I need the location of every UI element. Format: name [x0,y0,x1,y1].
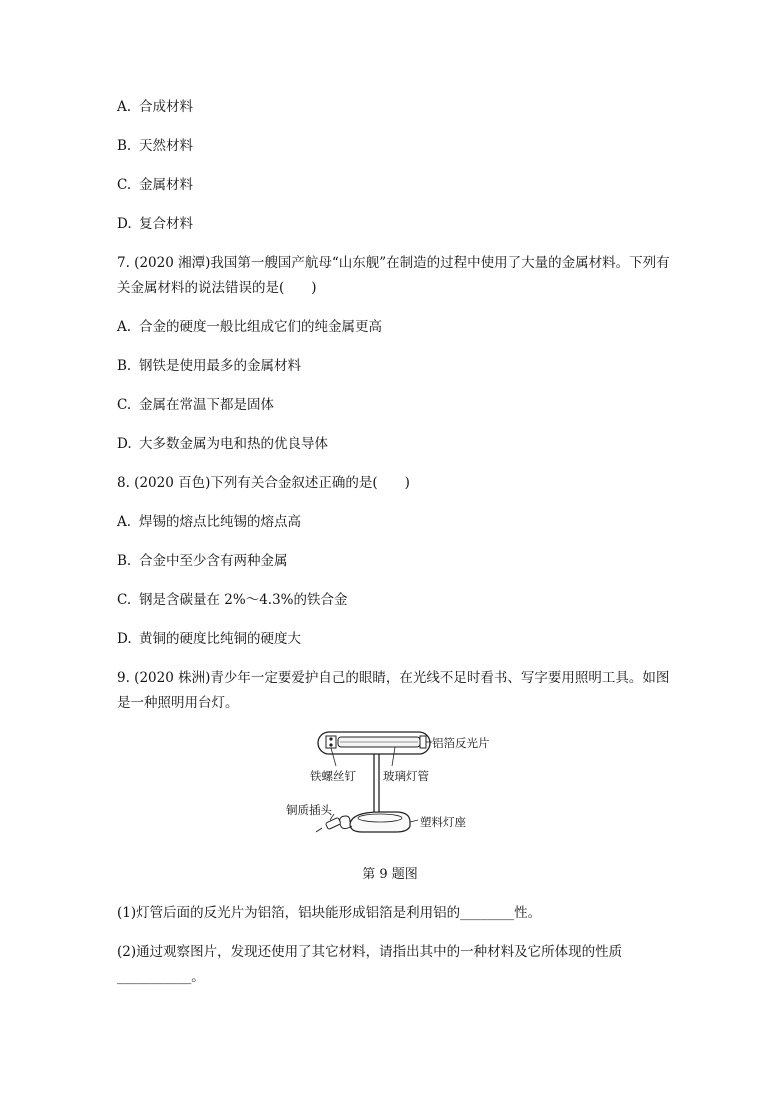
figure-caption: 第 9 题图 [362,867,418,882]
q7-option-c [117,396,274,414]
option-text: 合成材料 [139,99,193,115]
label-tube: 玻璃灯管 [383,769,429,783]
option-label: B. [117,553,132,569]
q9-sub1: (1)灯管后面的反光片为铝箔，铝块能形成铝箔是利用铝的________性。 [117,905,542,921]
q7-stem-line1: 7. (2020 湘潭)我国第一艘国产航母“山东舰”在制造的过程中使用了大量的金属材料。下列有 [117,255,670,271]
option-text: 黄铜的硬度比纯铜的硬度大 [139,631,301,647]
q6-option-d [117,215,193,233]
option-text: 钢铁是使用最多的金属材料 [139,358,301,374]
q7-option-b [117,357,301,375]
q9-stem-line1: 9. (2020 株洲)青少年一定要爱护自己的眼睛，在光线不足时看书、写字要用照明工具。如图 [117,670,670,686]
option-label: B. [117,138,132,154]
option-text: 钢是含碳量在 2%～4.3%的铁合金 [139,592,348,608]
option-label: D. [117,631,132,647]
option-label: A. [117,514,132,530]
leader-line [392,747,395,766]
tube-end-cap [420,736,426,748]
label-base: 塑料灯座 [420,815,466,829]
q6-option-c [117,176,193,194]
copper-plug [325,817,341,829]
q6-option-b [117,137,193,155]
option-label: C. [117,177,132,193]
label-screw: 铁螺丝钉 [310,769,356,783]
q7-option-d [117,435,328,453]
q9-sub2-line2: ___________。 [117,969,205,985]
q8-option-a [117,513,301,531]
plug-pin [316,828,322,832]
q7-option-a [117,318,382,336]
option-text: 合金中至少含有两种金属 [139,553,288,569]
q8-option-c [117,591,348,609]
screw-icon [329,743,332,746]
label-reflector: 铝箔反光片 [432,736,490,750]
option-text: 合金的硬度一般比组成它们的纯金属更高 [139,319,382,335]
option-label: B. [117,358,132,374]
option-text: 焊锡的熔点比纯锡的熔点高 [139,514,301,530]
option-label: C. [117,397,132,413]
label-plug: 铜质插头 [286,803,332,817]
option-text: 复合材料 [139,216,193,232]
q8-option-d [117,630,301,648]
option-label: D. [117,436,132,452]
leader-line [410,820,418,822]
option-label: C. [117,592,132,608]
option-label: A. [117,99,132,115]
q8-option-b [117,552,288,570]
q8-stem: 8. (2020 百色)下列有关合金叙述正确的是( ) [117,475,410,491]
q9-stem-line2: 是一种照明用台灯。 [117,695,239,711]
q7-stem-line2: 关金属材料的说法错误的是( ) [117,280,317,296]
option-label: D. [117,216,132,232]
option-text: 金属在常温下都是固体 [139,397,274,413]
desk-lamp-figure [280,728,510,846]
screw-icon [329,737,332,740]
option-text: 金属材料 [139,177,193,193]
option-text: 天然材料 [139,138,193,154]
option-label: A. [117,319,132,335]
q6-option-a [117,98,193,116]
q9-sub2-line1: (2)通过观察图片，发现还使用了其它材料，请指出其中的一种材料及它所体现的性质 [117,944,623,960]
leader-line [331,748,336,766]
option-text: 大多数金属为电和热的优良导体 [139,436,328,452]
